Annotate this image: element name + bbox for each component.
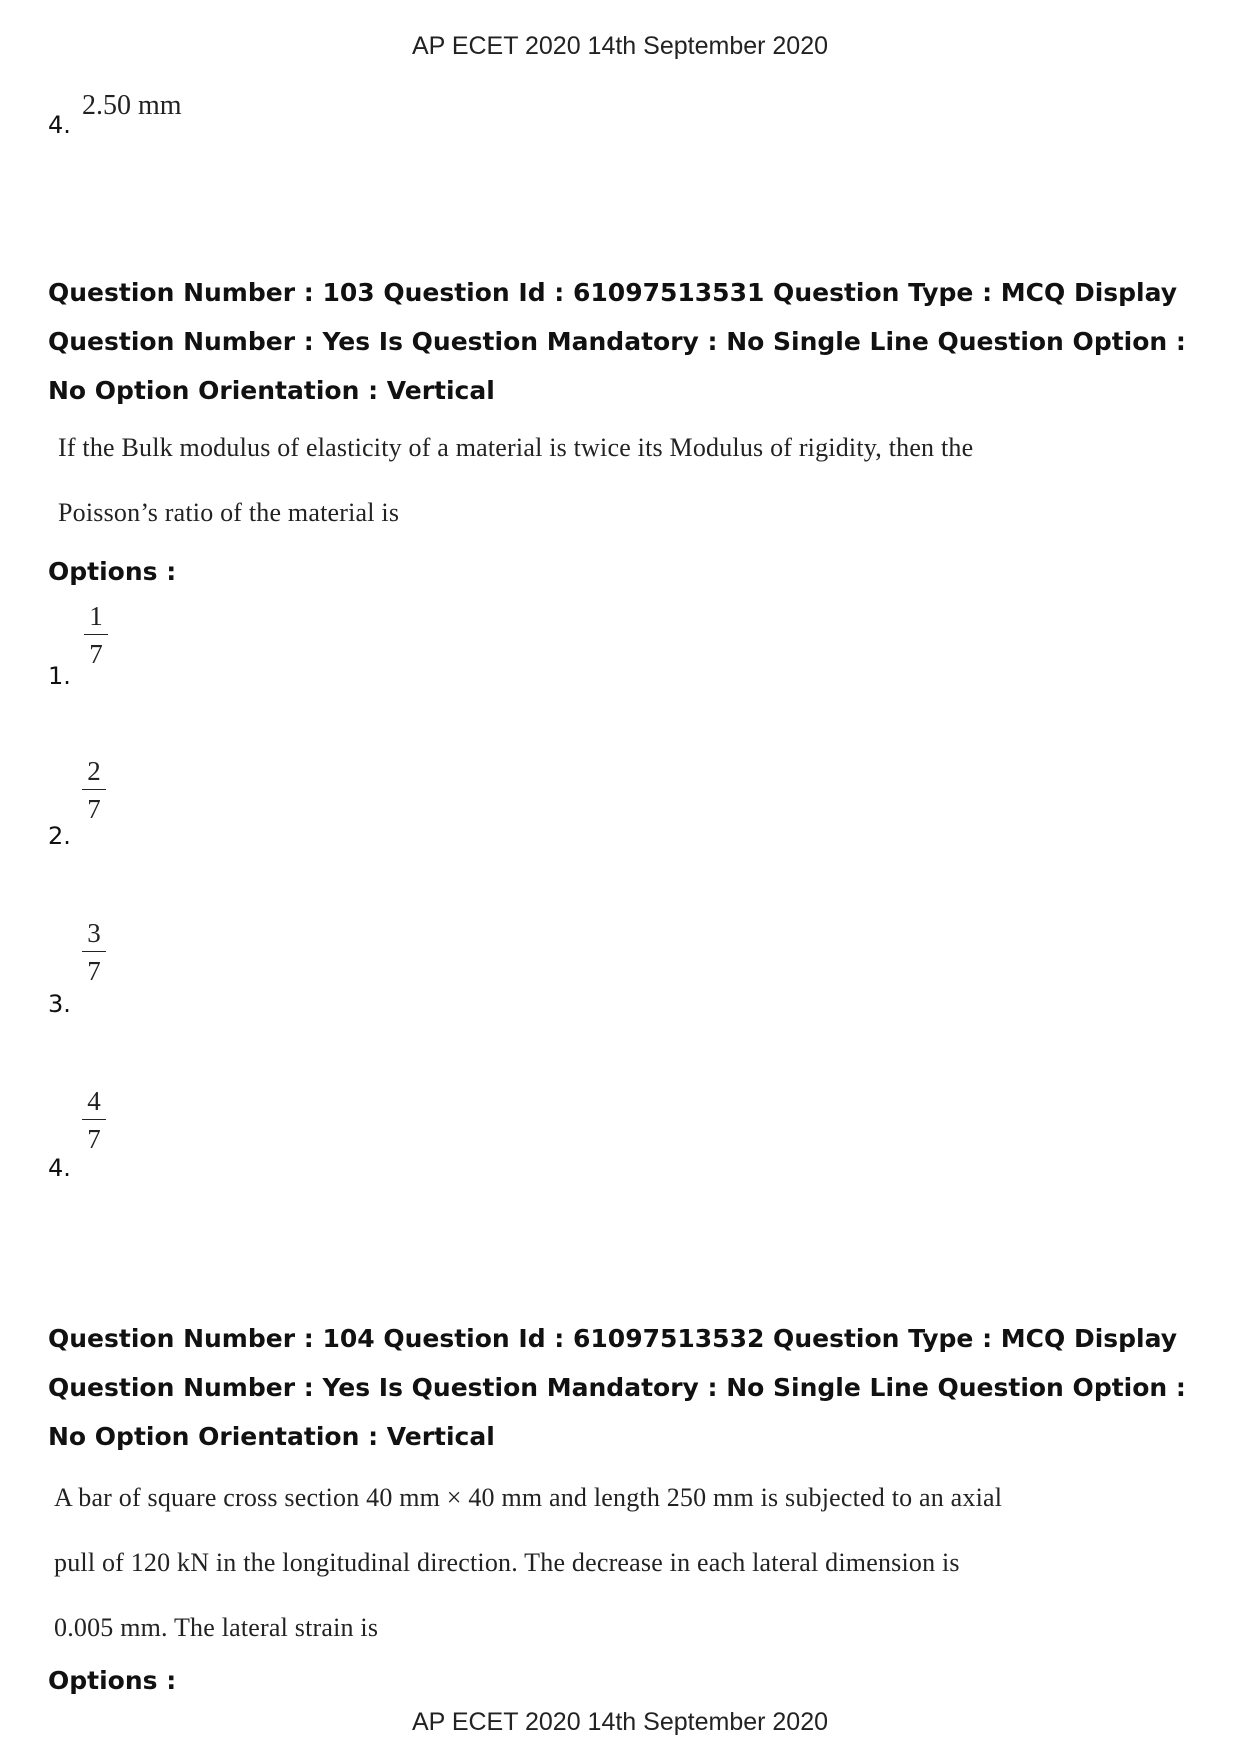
option-3-number: 3. [48,990,71,1018]
option-3-numerator: 3 [87,918,101,948]
question-104-text-line-2: pull of 120 kN in the longitudinal direction. The decrease in each lateral dimension is [54,1548,960,1577]
fraction-bar [82,951,106,952]
option-4-number: 4. [48,1154,71,1182]
option-2-number: 2. [48,822,71,850]
prev-option-4-text: 2.50 mm [82,90,182,121]
option-1-fraction [84,601,108,669]
fraction-bar [84,634,108,635]
option-4-fraction [82,1086,106,1154]
option-3-denominator: 7 [87,956,101,986]
question-104-options-label: Options : [48,1666,177,1695]
question-104-meta: Question Number : 104 Question Id : 61097513532 Question Type : MCQ Display Question Number : Yes Is Question Mandatory : No Single Line Question Option : No Option Orientation : Vertical [48,1324,1186,1451]
option-3-fraction [82,918,106,986]
question-104-text-line-1: A bar of square cross section 40 mm × 40 mm and length 250 mm is subjected to an axial [54,1483,1003,1512]
prev-option-4-number: 4. [48,111,71,139]
option-2-denominator: 7 [87,794,101,824]
fraction-bar [82,1119,106,1120]
question-104-text-line-3: 0.005 mm. The lateral strain is [54,1613,379,1642]
option-1-denominator: 7 [89,639,103,669]
question-103-options-label: Options : [48,557,177,586]
question-103-text-line-1: If the Bulk modulus of elasticity of a material is twice its Modulus of rigidity, then the [58,433,974,462]
page-header: AP ECET 2020 14th September 2020 [411,32,829,60]
option-2-fraction [82,756,106,824]
option-4-denominator: 7 [87,1124,101,1154]
fraction-bar [82,789,106,790]
question-103-text-line-2: Poisson’s ratio of the material is [58,498,400,527]
option-2-numerator: 2 [87,756,101,786]
page-footer: AP ECET 2020 14th September 2020 [411,1708,829,1736]
question-103-meta: Question Number : 103 Question Id : 61097513531 Question Type : MCQ Display Question Number : Yes Is Question Mandatory : No Single Line Question Option : No Option Orientation : Vertical [48,278,1186,405]
option-1-numerator: 1 [89,601,103,631]
option-4-numerator: 4 [87,1086,101,1116]
option-1-number: 1. [48,662,71,690]
